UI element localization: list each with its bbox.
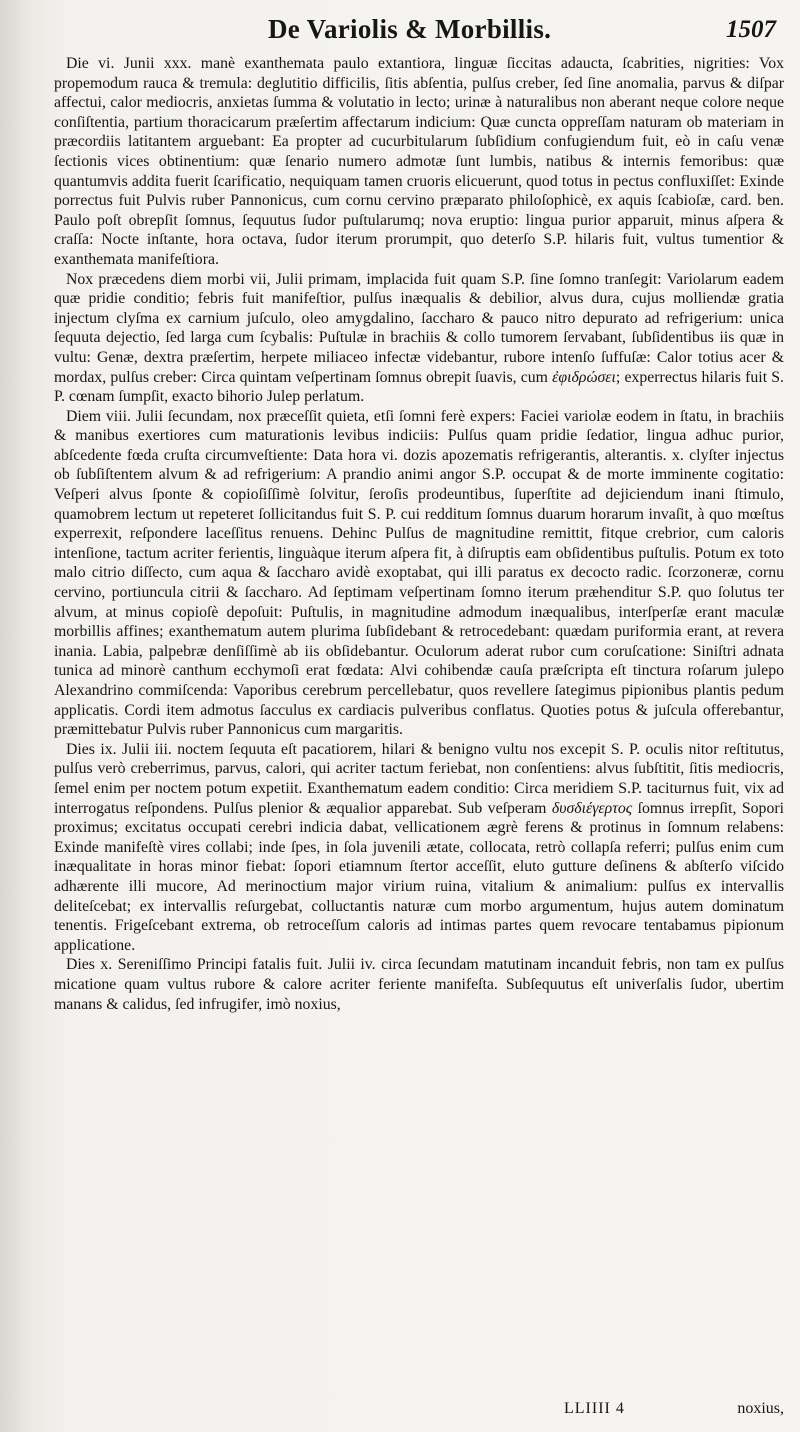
page-number: 1507	[726, 16, 776, 43]
paragraph-text: Nox præcedens diem morbi vii, Julii primam, implacida fuit quam S.P. ſine ſomno tranſegit: Variolarum eadem quæ pridie conditio; febris fuit manifeſtior, pulſus inæqualis & debilior, alvus dura, cujus molliendæ gratia injectum clyſma ex carnium juſculo, oleo amygdalino, ſaccharo & pauco nitro depurato ad refrigerium: unica ſequuta dejectio, ſed larga cum ſcybalis: Puſtulæ in brachiis & collo tumorem ſervabant, ſubſidentibus iis quæ in vultu: Genæ, dextra præſertim, herpete miliaceo infectæ videbantur, rubore intenſo ſuffuſæ: Calor totius acer & mordax, pulſus creber: Circa quintam veſpertinam ſomnus obrepit ſuavis, cum	[54, 270, 784, 386]
paragraph-day-ix	[54, 740, 784, 956]
greek-word: δυσδιέγερτος	[551, 799, 633, 817]
paragraph-text: ; experrectus hilaris fuit S. P. cœnam ſumpſit, exacto bihorio Julep perlatum.	[54, 368, 785, 406]
signature-mark: LLIIII 4	[564, 1400, 625, 1417]
paragraph-day-x: Dies x. Sereniſſimo Principi fatalis fuit. Julii iv. circa ſecundam matutinam incanduit febris, non tam ex pulſus micatione quam vultus rubore & calore acriter feriente manifeſta. Subſequutus eſt univerſalis ſudor, ubertim manans & calidus, ſed infrugifer, imò noxius,	[54, 956, 784, 1013]
catchword: noxius,	[737, 1400, 784, 1417]
running-head	[54, 0, 784, 54]
paragraph-day-vii	[54, 270, 784, 407]
paragraph-text: ſomnus irrepſit, Sopori proximus; excitatus occupati cerebri indicia dabat, vellicationem ægrè ferens & protinus in ſomnum relabens: Exinde manifeſtè vires collabi; inde ſpes, in ſola juvenili ætate, collocata, retrò collapſa referri; pulſus enim cum inæqualitate in horas minor fiebat: ſopori etiamnum ſtertor acceſſit, eluto gutture deſinens & abſterſo viſcido adhærente illi mucore, Ad merinoctium major virium ruina, vitalium & animalium: pulſus ex intervallis deliteſcebat; ex intervallis reſurgebat, colluctantis naturæ cum morbo argumentum, hujus autem dominatum tenentis. Frigeſcebant extrema, ob retroceſſum caloris ad intimas partes quem revocare tentabamus pipionum applicatione.	[54, 799, 784, 954]
body-text	[54, 54, 784, 1014]
paragraph-text: Dies ix. Julii iii. noctem ſequuta eſt pacatiorem, hilari & benigno vultu nos excepit S. P. oculis nitor reſtitutus, pulſus verò creberrimus, parvus, calori, qui acriter tactum feriebat, non conſentiens: alvus ſubſtitit, ſitis mediocris, ſemel enim per noctem potum expetiit. Exanthematum eadem conditio: Circa meridiem S.P. taciturnus fuit, vix ad interrogatus reſpondens. Pulſus plenior & æqualior apparebat. Sub veſperam	[54, 740, 784, 817]
running-title: De Variolis & Morbillis.	[268, 14, 552, 44]
page-footer	[54, 1400, 784, 1422]
greek-word: ἐφιδρώσει	[552, 368, 616, 386]
paragraph-day-vi: Die vi. Junii xxx. manè exanthemata paulo extantiora, linguæ ſiccitas adaucta, ſcabrities, nigrities: Vox propemodum rauca & tremula: deglutitio difficilis, ſitis abſentia, pulſus creber, ſed ſine anomalia, parvus & diſpar affectui, calor mediocris, anxietas ſumma & volutatio in lecto; urinæ à naturalibus non aberant neque colore neque conſiſtentia, partium thoracicarum præſertim affectarum indicium: Quæ cuncta oppreſſam naturam ob materiam in præcordiis latitantem arguebant: Ea propter ad cucurbitularum ſubſidium confugiendum fuit, eò in caſu venæ ſectionis vices obtinentium: quæ ſenario numero admotæ ſunt lumbis, natibus & internis femoribus: quæ quantumvis addita fuerit ſcarificatio, nequiquam tamen cruoris elicuerunt, quod totus in pectus confluxiſſet: Exinde porrectus fuit Pulvis ruber Pannonicus, cum cornu cervino præparato philoſophicè, ex aquis ſcabioſæ, card. ben. Paulo poſt obrepſit ſomnus, ſequutus ſudor puſtularumq; nova eruptio: lingua purior apparuit, minus aſpera & craſſa: Nocte inſtante, hora octava, ſudor iterum prorumpit, quo deterſo S.P. hilaris fuit, vultus tumentior & exanthemata manifeſtiora.	[54, 55, 784, 268]
paragraph-day-viii: Diem viii. Julii ſecundam, nox præceſſit quieta, etſi ſomni ferè expers: Faciei variolæ eodem in ſtatu, in brachiis & manibus exertiores cum maturationis levibus indiciis: Pulſus quam pridie ſedatior, lingua adhuc purior, abſcedente fœda cruſta circumveſtiente: Data hora vi. dozis apozematis refrigerantis, alterantis. x. clyſter injectus ob ſubſiſtentem alvum & ad refrigerium: A prandio animi angor S.P. occupat & de morte imminente cogitatio: Veſperi alvus ſponte & copioſiſſimè ſolvitur, ſeroſis prodeuntibus, ſuperſtite ad dejiciendum inani ſtimulo, quamobrem lectum ut repeteret ſollicitandus fuit S. P. cui redditum ſomnus duarum horarum invaſit, à quo mœſtus experrexit, reſpondere laceſſitus renuens. Dehinc Pulſus de magnitudine remittit, fitque crebrior, cum caloris intenſione, tactum acriter ferientis, linguàque iterum aſpera fit, à diſruptis eam obſidentibus puſtulis. Potum ex toto malo citrio diſſecto, cum aqua & ſaccharo avidè exoptabat, qui illi paratus ex decocto radic. ſcorzoneræ, cornu cervino, portiuncula citrii & ſaccharo. Ad ſeptimam veſpertinam ſomno iterum præhenditur S.P. quo ſolutus ter alvum, at minus copioſè depoſuit: Puſtulis, in magnitudine admodum inæqualibus, interſperſæ erant maculæ morbillis affines; exanthematum autem plurima ſubſidebant & retrocedebant: quædam puriformia erant, at revera inania. Labia, palpebræ denſiſſimè ab iis obſidebantur. Oculorum aderat rubor cum coruſcatione: Siniſtri adnata tunica ad minorè canthum ecchymoſi erat fœdata: Alvi cohibendæ cauſa præſcripta eſt tinctura roſarum julepo Alexandrino commiſcenda: Vaporibus cerebrum percellebatur, quos revellere ſategimus pipionibus plantis pedum applicatis. Cordi item admotus ſacculus ex cardiacis pulveribus conflatus. Quoties potus & juſcula offerebantur, præmittebatur Pulvis ruber Pannonicus cum margaritis.	[54, 407, 784, 739]
